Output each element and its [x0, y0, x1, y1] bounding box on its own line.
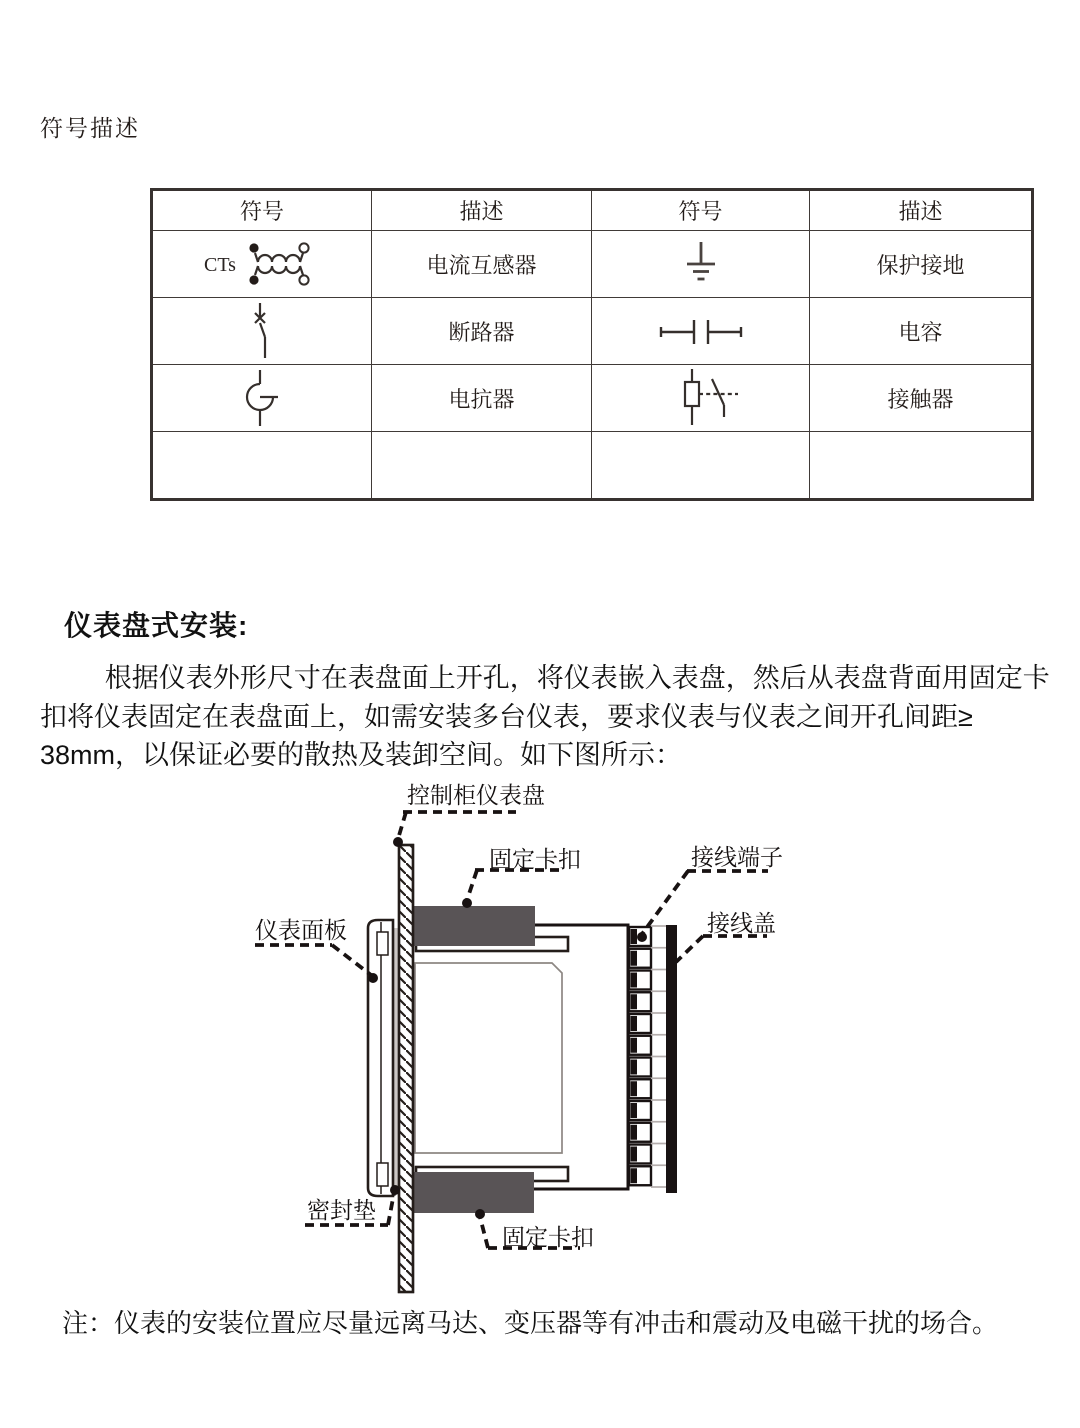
install-paragraph: [40, 659, 1055, 775]
paragraph-line: 根据仪表外形尺寸在表盘面上开孔，将仪表嵌入表盘，然后从表盘背面用固定卡: [104, 663, 1050, 693]
label-panel-board: 控制柜仪表盘: [407, 782, 545, 808]
symbol-table: [150, 188, 1034, 501]
label-wiring-cover: 接线盖: [707, 910, 776, 936]
label-fixing-clip-bottom: 固定卡扣: [502, 1224, 594, 1250]
page-title: 符号描述: [40, 116, 140, 141]
symbol-desc: 接触器: [810, 365, 1033, 432]
symbol-desc: 保护接地: [810, 231, 1033, 298]
table-header-row: [152, 190, 1033, 231]
contactor-icon: [646, 367, 756, 429]
label-gasket: 密封垫: [307, 1197, 376, 1223]
label-terminal: 接线端子: [691, 844, 783, 870]
circuit-breaker-icon: [207, 300, 317, 362]
symbol-desc: 电容: [810, 298, 1033, 365]
reactor-icon: [207, 367, 317, 429]
capacitor-icon: [646, 301, 756, 361]
empty-cell: [810, 432, 1033, 500]
wiring-cover: [666, 925, 677, 1193]
installation-diagram: [230, 775, 850, 1305]
fixing-clip-bottom: [412, 1172, 534, 1213]
symbol-desc: 电抗器: [372, 365, 592, 432]
table-row: [152, 231, 1033, 298]
svg-text:CTs: CTs: [204, 254, 236, 276]
instrument-faceplate: [368, 920, 393, 1196]
paragraph-line: 扣将仪表固定在表盘面上，如需安装多台仪表，要求仪表与仪表之间开孔间距≥: [40, 701, 973, 732]
table-row: [152, 432, 1033, 500]
protective-earth-icon: [646, 234, 756, 294]
column-header: 符号: [592, 190, 810, 231]
empty-cell: [372, 432, 592, 500]
symbol-desc: 电流互感器: [372, 231, 592, 298]
empty-cell: [592, 432, 810, 500]
meter-inner-case: [415, 963, 562, 1153]
install-note: 注：仪表的安装位置应尽量远离马达、变压器等有冲击和震动及电磁干扰的场合。: [62, 1308, 999, 1338]
table-row: [152, 365, 1033, 432]
terminal-block: [629, 926, 666, 1187]
symbol-desc: 断路器: [372, 298, 592, 365]
panel-hatch-bar: [399, 845, 413, 1292]
column-header: 符号: [152, 190, 372, 231]
column-header: 描述: [372, 190, 592, 231]
empty-cell: [152, 432, 372, 500]
column-header: 描述: [810, 190, 1033, 231]
label-fixing-clip-top: 固定卡扣: [489, 846, 581, 872]
fixing-clip-top: [412, 906, 535, 946]
table-row: [152, 298, 1033, 365]
section-heading: 仪表盘式安装:: [64, 610, 249, 641]
paragraph-line: 38mm，以保证必要的散热及装卸空间。如下图所示：: [40, 740, 683, 770]
current-transformer-icon: [182, 234, 342, 294]
label-faceplate: 仪表面板: [255, 917, 347, 943]
